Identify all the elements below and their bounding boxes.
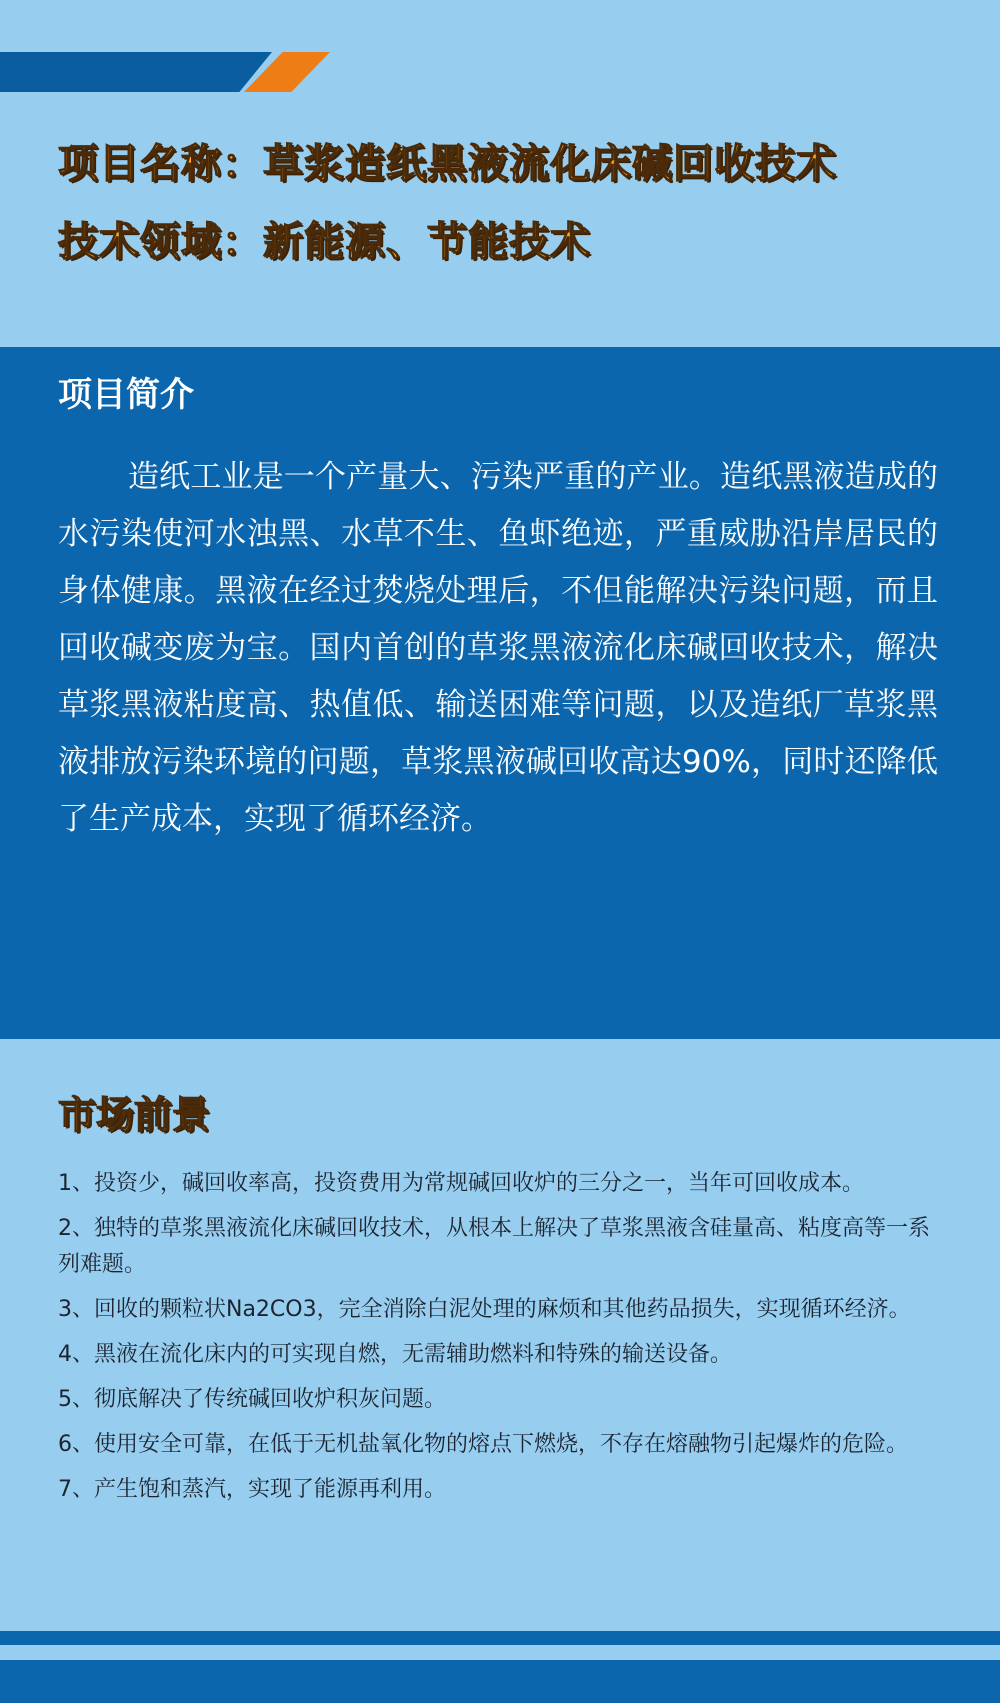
market-item-7: 7、产生饱和蒸汽，实现了能源再利用。 <box>58 1477 446 1502</box>
market-section <box>0 1039 1000 1629</box>
intro-title: 项目简介 <box>58 375 194 415</box>
intro-paragraph: 造纸工业是一个产量大、污染严重的产业。造纸黑液造成的水污染使河水浊黑、水草不生、鱼虾绝迹，严重威胁沿岸居民的身体健康。黑液在经过焚烧处理后，不但能解决污染问题，而且回收碱变废为宝。国内首创的草浆黑液流化床碱回收技术，解决草浆黑液粘度高、热值低、输送困难等问题，以及造纸厂草浆黑液排放污染环境的问题，草浆黑液碱回收高达90%，同时还降低了生产成本，实现了循环经济。 <box>58 459 938 837</box>
market-item-6: 6、使用安全可靠，在低于无机盐氧化物的熔点下燃烧，不存在熔融物引起爆炸的危险。 <box>58 1432 908 1457</box>
market-item-5: 5、彻底解决了传统碱回收炉积灰问题。 <box>58 1387 446 1412</box>
market-title: 市场前景 <box>58 1093 211 1137</box>
header-section <box>0 0 1000 347</box>
market-list <box>58 1166 944 1517</box>
market-item-1: 1、投资少，碱回收率高，投资费用为常规碱回收炉的三分之一，当年可回收成本。 <box>58 1171 864 1196</box>
tech-field-heading: 技术领域：新能源、节能技术 <box>58 219 591 265</box>
decorative-blue-stripe <box>0 52 272 92</box>
intro-section <box>0 347 1000 1039</box>
project-name-heading: 项目名称：草浆造纸黑液流化床碱回收技术 <box>58 141 837 187</box>
market-item-3: 3、回收的颗粒状Na2CO3，完全消除白泥处理的麻烦和其他药品损失，实现循环经济。 <box>58 1297 911 1322</box>
footer-stripe <box>0 1631 1000 1645</box>
market-item-4: 4、黑液在流化床内的可实现自燃，无需辅助燃料和特殊的输送设备。 <box>58 1342 732 1367</box>
market-item-2: 2、独特的草浆黑液流化床碱回收技术，从根本上解决了草浆黑液含硅量高、粘度高等一系列难题。 <box>58 1216 931 1277</box>
footer-band <box>0 1660 1000 1703</box>
